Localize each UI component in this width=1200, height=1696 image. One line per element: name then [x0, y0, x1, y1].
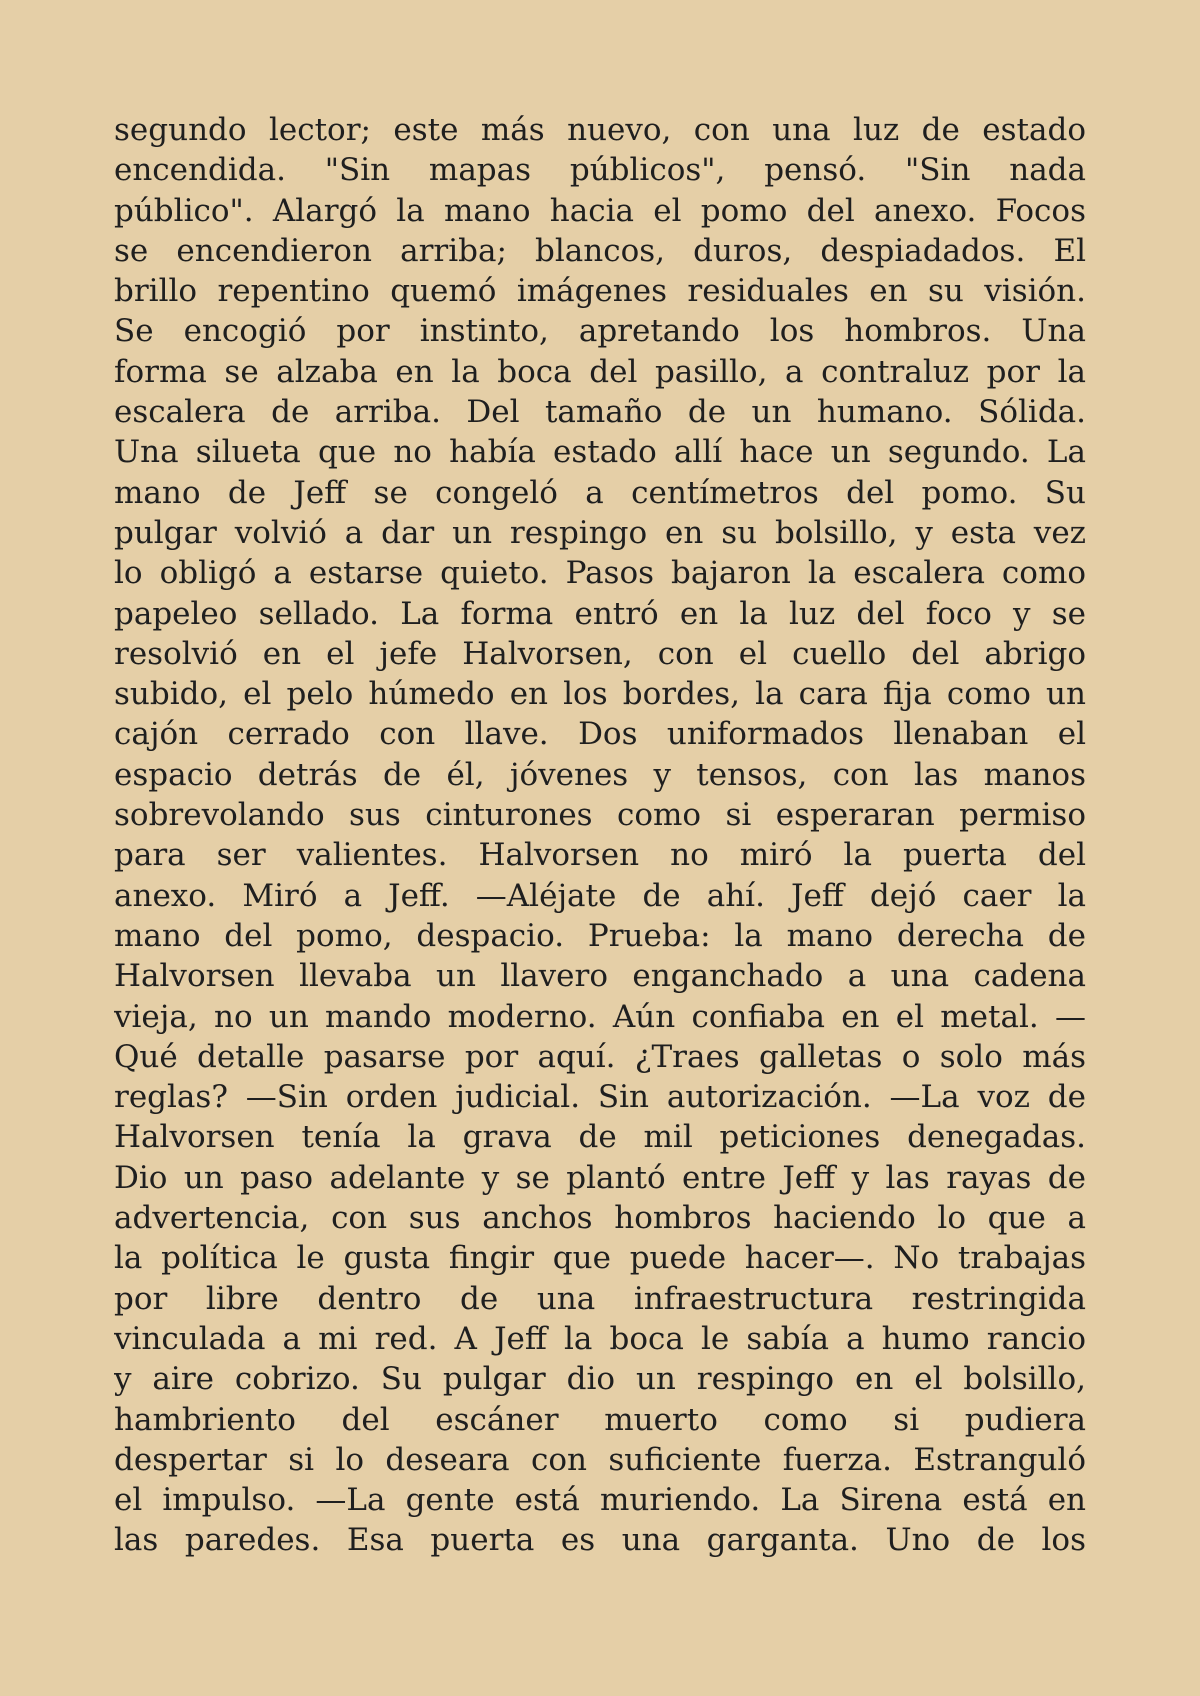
text-line: resolvió en el jefe Halvorsen, con el cuello del abrigo: [114, 635, 1086, 672]
text-line: brillo repentino quemó imágenes residuales en su visión.: [114, 273, 1086, 310]
text-line: hambriento del escáner muerto como si pudiera: [114, 1401, 1086, 1438]
text-line: forma se alzaba en la boca del pasillo, a contraluz por la: [114, 353, 1086, 390]
text-line: vinculada a mi red. A Jeff la boca le sabía a humo rancio: [114, 1320, 1086, 1357]
text-line: el impulso. —La gente está muriendo. La Sirena está en: [114, 1482, 1086, 1519]
text-line: advertencia, con sus anchos hombros haciendo lo que a: [114, 1200, 1086, 1237]
text-line: cajón cerrado con llave. Dos uniformados llenaban el: [114, 716, 1086, 753]
text-line: público". Alargó la mano hacia el pomo del anexo. Focos: [114, 192, 1086, 229]
body-text: [114, 110, 1086, 1561]
text-line: Una silueta que no había estado allí hace un segundo. La: [114, 434, 1086, 471]
text-line: papeleo sellado. La forma entró en la luz del foco y se: [114, 595, 1086, 632]
text-line: segundo lector; este más nuevo, con una luz de estado: [114, 112, 1086, 148]
text-line: Halvorsen llevaba un llavero enganchado a una cadena: [114, 958, 1086, 995]
text-line: las paredes. Esa puerta es una garganta. Uno de los: [114, 1522, 1086, 1559]
text-line: se encendieron arriba; blancos, duros, despiadados. El: [114, 232, 1086, 269]
text-line: despertar si lo deseara con suficiente fuerza. Estranguló: [114, 1441, 1086, 1478]
text-line: y aire cobrizo. Su pulgar dio un respingo en el bolsillo,: [114, 1361, 1086, 1398]
text-line: para ser valientes. Halvorsen no miró la puerta del: [114, 837, 1086, 874]
text-line: la política le gusta fingir que puede hacer—. No trabajas: [114, 1240, 1086, 1277]
text-line: encendida. "Sin mapas públicos", pensó. "Sin nada: [114, 152, 1086, 189]
text-line: escalera de arriba. Del tamaño de un humano. Sólida.: [114, 394, 1086, 431]
text-line: Se encogió por instinto, apretando los hombros. Una: [114, 313, 1086, 350]
text-line: Dio un paso adelante y se plantó entre Jeff y las rayas de: [114, 1159, 1086, 1196]
text-line: anexo. Miró a Jeff. —Aléjate de ahí. Jeff dejó caer la: [114, 877, 1086, 914]
text-line: Halvorsen tenía la grava de mil peticiones denegadas.: [114, 1119, 1086, 1156]
text-line: mano de Jeff se congeló a centímetros del pomo. Su: [114, 474, 1086, 511]
text-line: espacio detrás de él, jóvenes y tensos, con las manos: [114, 756, 1086, 793]
text-line: sobrevolando sus cinturones como si esperaran permiso: [114, 797, 1086, 834]
text-line: reglas? —Sin orden judicial. Sin autorización. —La voz de: [114, 1079, 1086, 1116]
text-line: por libre dentro de una infraestructura restringida: [114, 1280, 1086, 1317]
text-line: pulgar volvió a dar un respingo en su bolsillo, y esta vez: [114, 514, 1086, 551]
text-line: subido, el pelo húmedo en los bordes, la cara fija como un: [114, 676, 1086, 713]
text-line: mano del pomo, despacio. Prueba: la mano derecha de: [114, 917, 1086, 954]
text-line: Qué detalle pasarse por aquí. ¿Traes galletas o solo más: [114, 1038, 1086, 1075]
text-line: lo obligó a estarse quieto. Pasos bajaron la escalera como: [114, 555, 1086, 592]
text-line: vieja, no un mando moderno. Aún confiaba en el metal. —: [114, 998, 1086, 1035]
